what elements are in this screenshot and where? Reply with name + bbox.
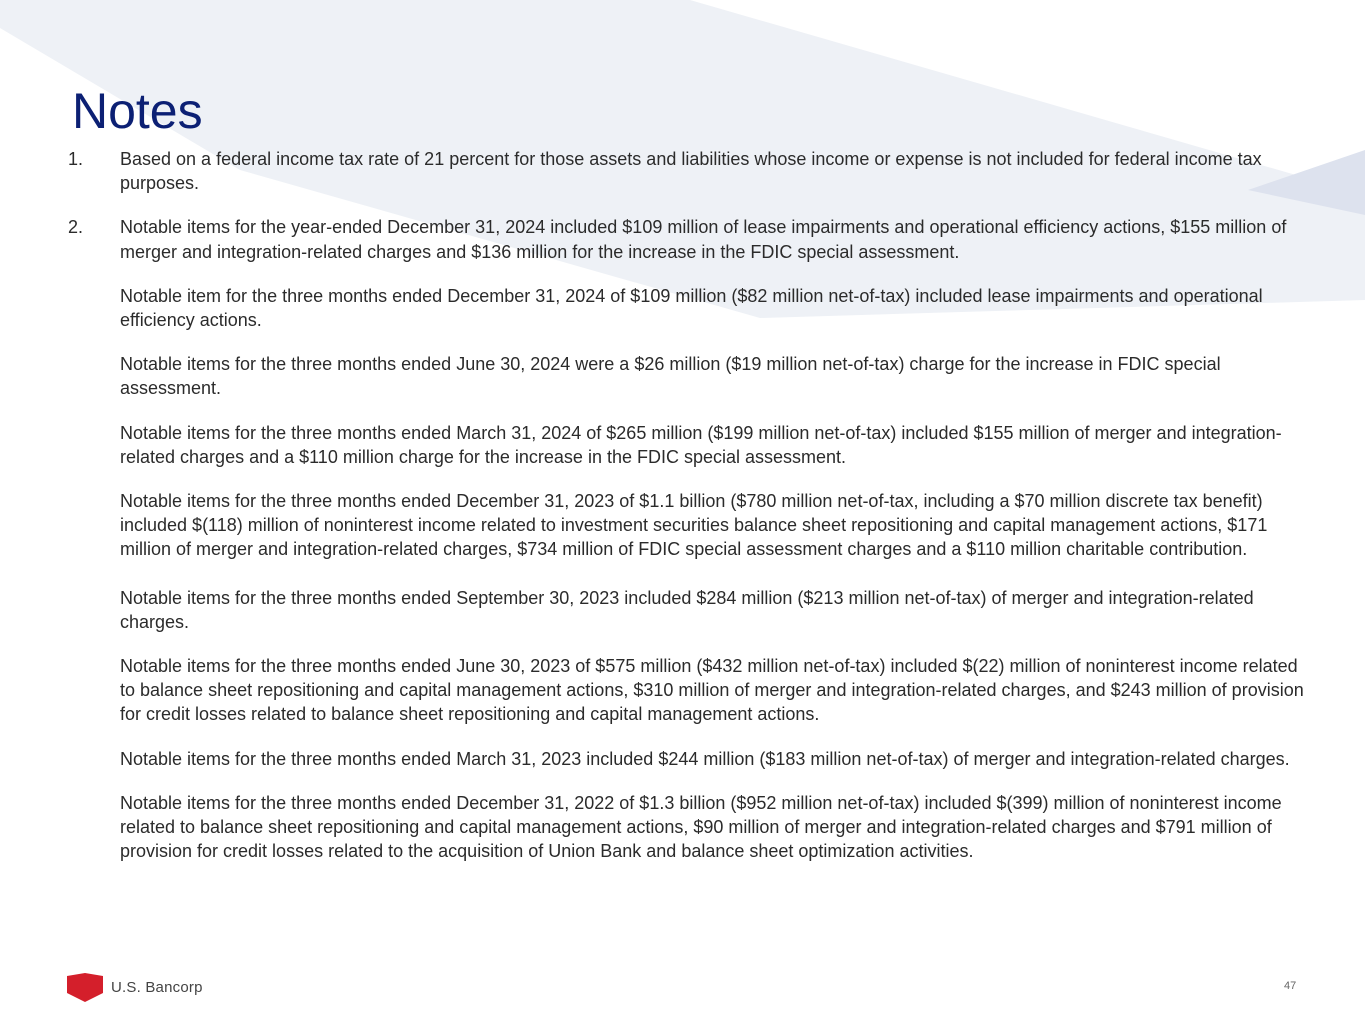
page-title: Notes	[72, 83, 203, 139]
note-paragraph: Notable items for the three months ended December 31, 2022 of $1.3 billion ($952 million net-of-tax) included $(399) million of noninterest income related to balance sheet repositioning and capital management actions, $90 million of merger and integration-related charges and $791 million of provision for credit losses related to the acquisition of Union Bank and balance sheet optimization activities.	[120, 792, 1282, 862]
note-1	[68, 147, 1308, 195]
brand-name: U.S. Bancorp	[111, 979, 203, 996]
note-number: 2.	[68, 217, 84, 238]
note-number: 1.	[68, 149, 84, 169]
note-paragraph: Based on a federal income tax rate of 21 percent for those assets and liabilities whose income or expense is not included for federal income tax purposes.	[120, 149, 1262, 194]
company-logo	[67, 973, 203, 1002]
notes-list	[68, 147, 1308, 863]
note-paragraph: Notable items for the three months ended March 31, 2024 of $265 million ($199 million net-of-tax) included $155 million of merger and integration-related charges and a $110 million charge for the increase in the FDIC special assessment.	[120, 422, 1282, 467]
note-paragraph: Notable items for the three months ended March 31, 2023 included $244 million ($183 million net-of-tax) of merger and integration-related charges.	[120, 748, 1290, 769]
note-paragraph: Notable items for the three months ended September 30, 2023 included $284 million ($213 million net-of-tax) of merger and integration-related charges.	[120, 587, 1254, 632]
note-paragraph: Notable items for the three months ended December 31, 2023 of $1.1 billion ($780 million net-of-tax, including a $70 million discrete tax benefit) included $(118) million of noninterest income related to investment securities balance sheet repositioning and capital management actions, $171 million of merger and integration-related charges, $734 million of FDIC special assessment charges and a $110 million charitable contribution.	[120, 491, 1268, 560]
note-paragraph: Notable items for the three months ended June 30, 2023 of $575 million ($432 million net-of-tax) included $(22) million of noninterest income related to balance sheet repositioning and capital management actions, $310 million of merger and integration-related charges, and $243 million of provision for credit losses related to balance sheet repositioning and capital management actions.	[120, 656, 1304, 725]
shield-logo-icon	[67, 973, 103, 1002]
note-2	[68, 215, 1308, 863]
note-paragraph: Notable items for the three months ended June 30, 2024 were a $26 million ($19 million net-of-tax) charge for the increase in FDIC special assessment.	[120, 354, 1221, 399]
note-paragraph: Notable items for the year-ended December 31, 2024 included $109 million of lease impairments and operational efficiency actions, $155 million of merger and integration-related charges and $136 million for the increase in the FDIC special assessment.	[120, 217, 1287, 262]
note-paragraph: Notable item for the three months ended December 31, 2024 of $109 million ($82 million net-of-tax) included lease impairments and operational efficiency actions.	[120, 285, 1263, 331]
page-number: 47	[1284, 980, 1297, 992]
